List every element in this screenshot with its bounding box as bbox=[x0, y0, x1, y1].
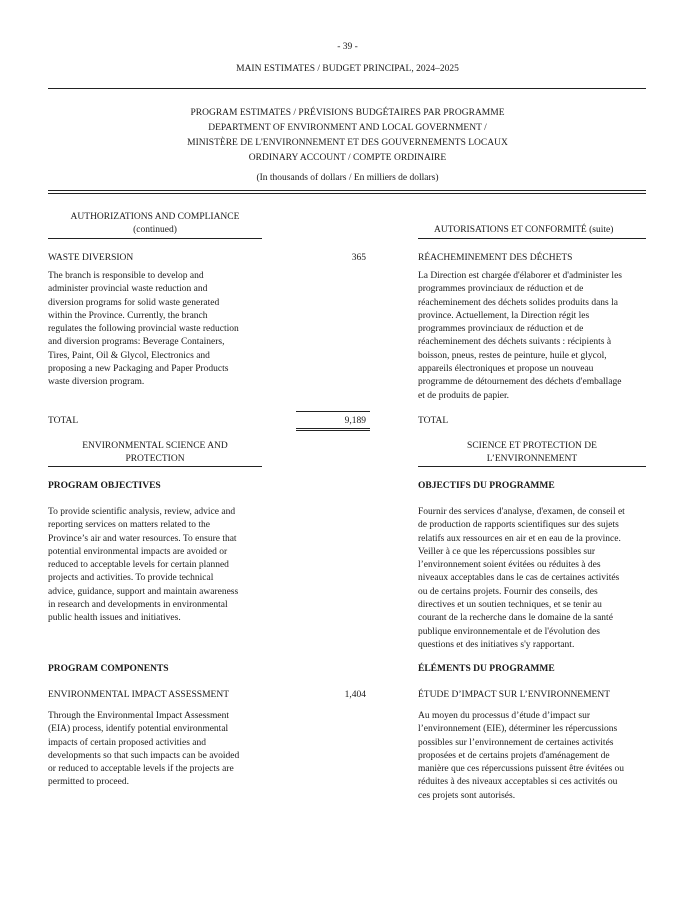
science-heading-fr-rule bbox=[418, 466, 646, 467]
science-heading-en-line1: ENVIRONMENTAL SCIENCE AND bbox=[82, 441, 228, 451]
eia-text-fr: Au moyen du processus d’étude d’impact sur l’environnement (EIE), déterminer les répercussions possibles sur l’environnement de certaines activités proposées et de certains projets d'aménagement de manière que ces répercussions puissent être évitées ou réduites à des niveaux acceptables si ces activités ou ces projets sont autorisés. bbox=[418, 711, 625, 801]
waste-diversion-label-fr: RÉACHEMINEMENT DES DÉCHETS bbox=[418, 253, 573, 263]
eia-text-en: Through the Environmental Impact Assessment (EIA) process, identify potential environmental impacts of certain proposed activities and developments so that such impacts can be avoided or reduced to acceptable levels if the projects are permitted to proceed. bbox=[48, 711, 240, 788]
program-objectives-heading: PROGRAM OBJECTIVES bbox=[48, 481, 161, 491]
header-rule bbox=[48, 88, 646, 89]
program-objectives-heading-fr: OBJECTIFS DU PROGRAMME bbox=[418, 481, 555, 491]
section-heading-en: AUTHORIZATIONS AND COMPLIANCE bbox=[70, 212, 240, 222]
document-title: MAIN ESTIMATES / BUDGET PRINCIPAL, 2024–2025 bbox=[236, 64, 459, 74]
program-estimates-line: PROGRAM ESTIMATES / PRÉVISIONS BUDGÉTAIRES PAR PROGRAMME bbox=[190, 108, 505, 118]
total-rule-bottom-1 bbox=[296, 428, 370, 429]
waste-diversion-label: WASTE DIVERSION bbox=[48, 253, 134, 263]
program-components-heading: PROGRAM COMPONENTS bbox=[48, 664, 169, 674]
ministere-line: MINISTÈRE DE L'ENVIRONNEMENT ET DES GOUVERNEMENTS LOCAUX bbox=[187, 138, 508, 148]
program-objectives-text-en: To provide scientific analysis, review, advice and reporting services on matters related to the Province’s air and water resources. To ensure that potential environmental impacts are avoided or reduced to acceptable levels for certain planned projects and activities. To provide technical advice, guidance, support and maintain awareness in research and developments in environmental public health issues and initiatives. bbox=[48, 507, 239, 624]
eia-label-fr: ÉTUDE D’IMPACT SUR L’ENVIRONNEMENT bbox=[418, 690, 611, 700]
page-number: - 39 - bbox=[337, 42, 358, 52]
eia-label: ENVIRONMENTAL IMPACT ASSESSMENT bbox=[48, 690, 229, 700]
science-heading-fr-line2: L’ENVIRONNEMENT bbox=[486, 454, 578, 464]
section-heading-fr: AUTORISATIONS ET CONFORMITÉ (suite) bbox=[434, 225, 614, 235]
total-label-en: TOTAL bbox=[48, 416, 79, 426]
header-double-rule-bottom bbox=[48, 193, 646, 194]
total-label-fr: TOTAL bbox=[418, 416, 449, 426]
total-amount: 9,189 bbox=[344, 416, 366, 426]
science-heading-en-line2: PROTECTION bbox=[125, 454, 185, 464]
program-objectives-text-fr: Fournir des services d'analyse, d'examen, de conseil et de production de rapports scientifiques sur des sujets relatifs aux ressources en air et en eau de la province. Veiller à ce que les répercussions possibles sur l’environnement soient évitées ou réduites à des niveaux acceptables dans le cas de certaines activités ou de certains projets. Fournir des conseils, des directives et un soutien techniques, et se tenir au courant de la recherche dans le domaine de la santé publique environnementale et de l'évolution des questions et des initiatives s'y rapportant. bbox=[418, 507, 625, 650]
section-heading-en-rule bbox=[48, 238, 262, 239]
waste-diversion-amount: 365 bbox=[351, 253, 366, 263]
section-heading-fr-rule bbox=[418, 238, 646, 239]
waste-diversion-text-fr: La Direction est chargée d'élaborer et d'administer les programmes provinciaux de réduction et de réacheminement des déchets solides produits dans la province. Actuellement, la Direction régit les programmes provinciaux de réduction et de réacheminement des déchets suivants : récipients à boisson, pneus, restes de peinture, huile et glycol, appareils électroniques et propose un nouveau programme de détournement des déchets d'emballage et de produits de papier. bbox=[418, 271, 622, 401]
science-heading-fr-line1: SCIENCE ET PROTECTION DE bbox=[467, 441, 597, 451]
science-heading-en-rule bbox=[48, 466, 262, 467]
units-note: (In thousands of dollars / En milliers de dollars) bbox=[256, 173, 439, 183]
eia-amount: 1,404 bbox=[344, 690, 366, 700]
program-components-heading-fr: ÉLÉMENTS DU PROGRAMME bbox=[418, 664, 555, 674]
department-line: DEPARTMENT OF ENVIRONMENT AND LOCAL GOVERNMENT / bbox=[208, 123, 487, 133]
section-heading-en-continued: (continued) bbox=[133, 225, 177, 235]
total-rule-top bbox=[296, 411, 370, 412]
waste-diversion-text-en: The branch is responsible to develop and administer provincial waste reduction and diversion programs for solid waste generated within the Province. Currently, the branch regulates the following provincial waste reduction and diversion programs: Beverage Containers, Tires, Paint, Oil & Glycol, Electronics and proposing a new Packaging and Paper Products waste diversion program. bbox=[48, 271, 239, 388]
header-double-rule-top bbox=[48, 190, 646, 191]
account-line: ORDINARY ACCOUNT / COMPTE ORDINAIRE bbox=[248, 153, 447, 163]
total-rule-bottom-2 bbox=[296, 430, 370, 431]
